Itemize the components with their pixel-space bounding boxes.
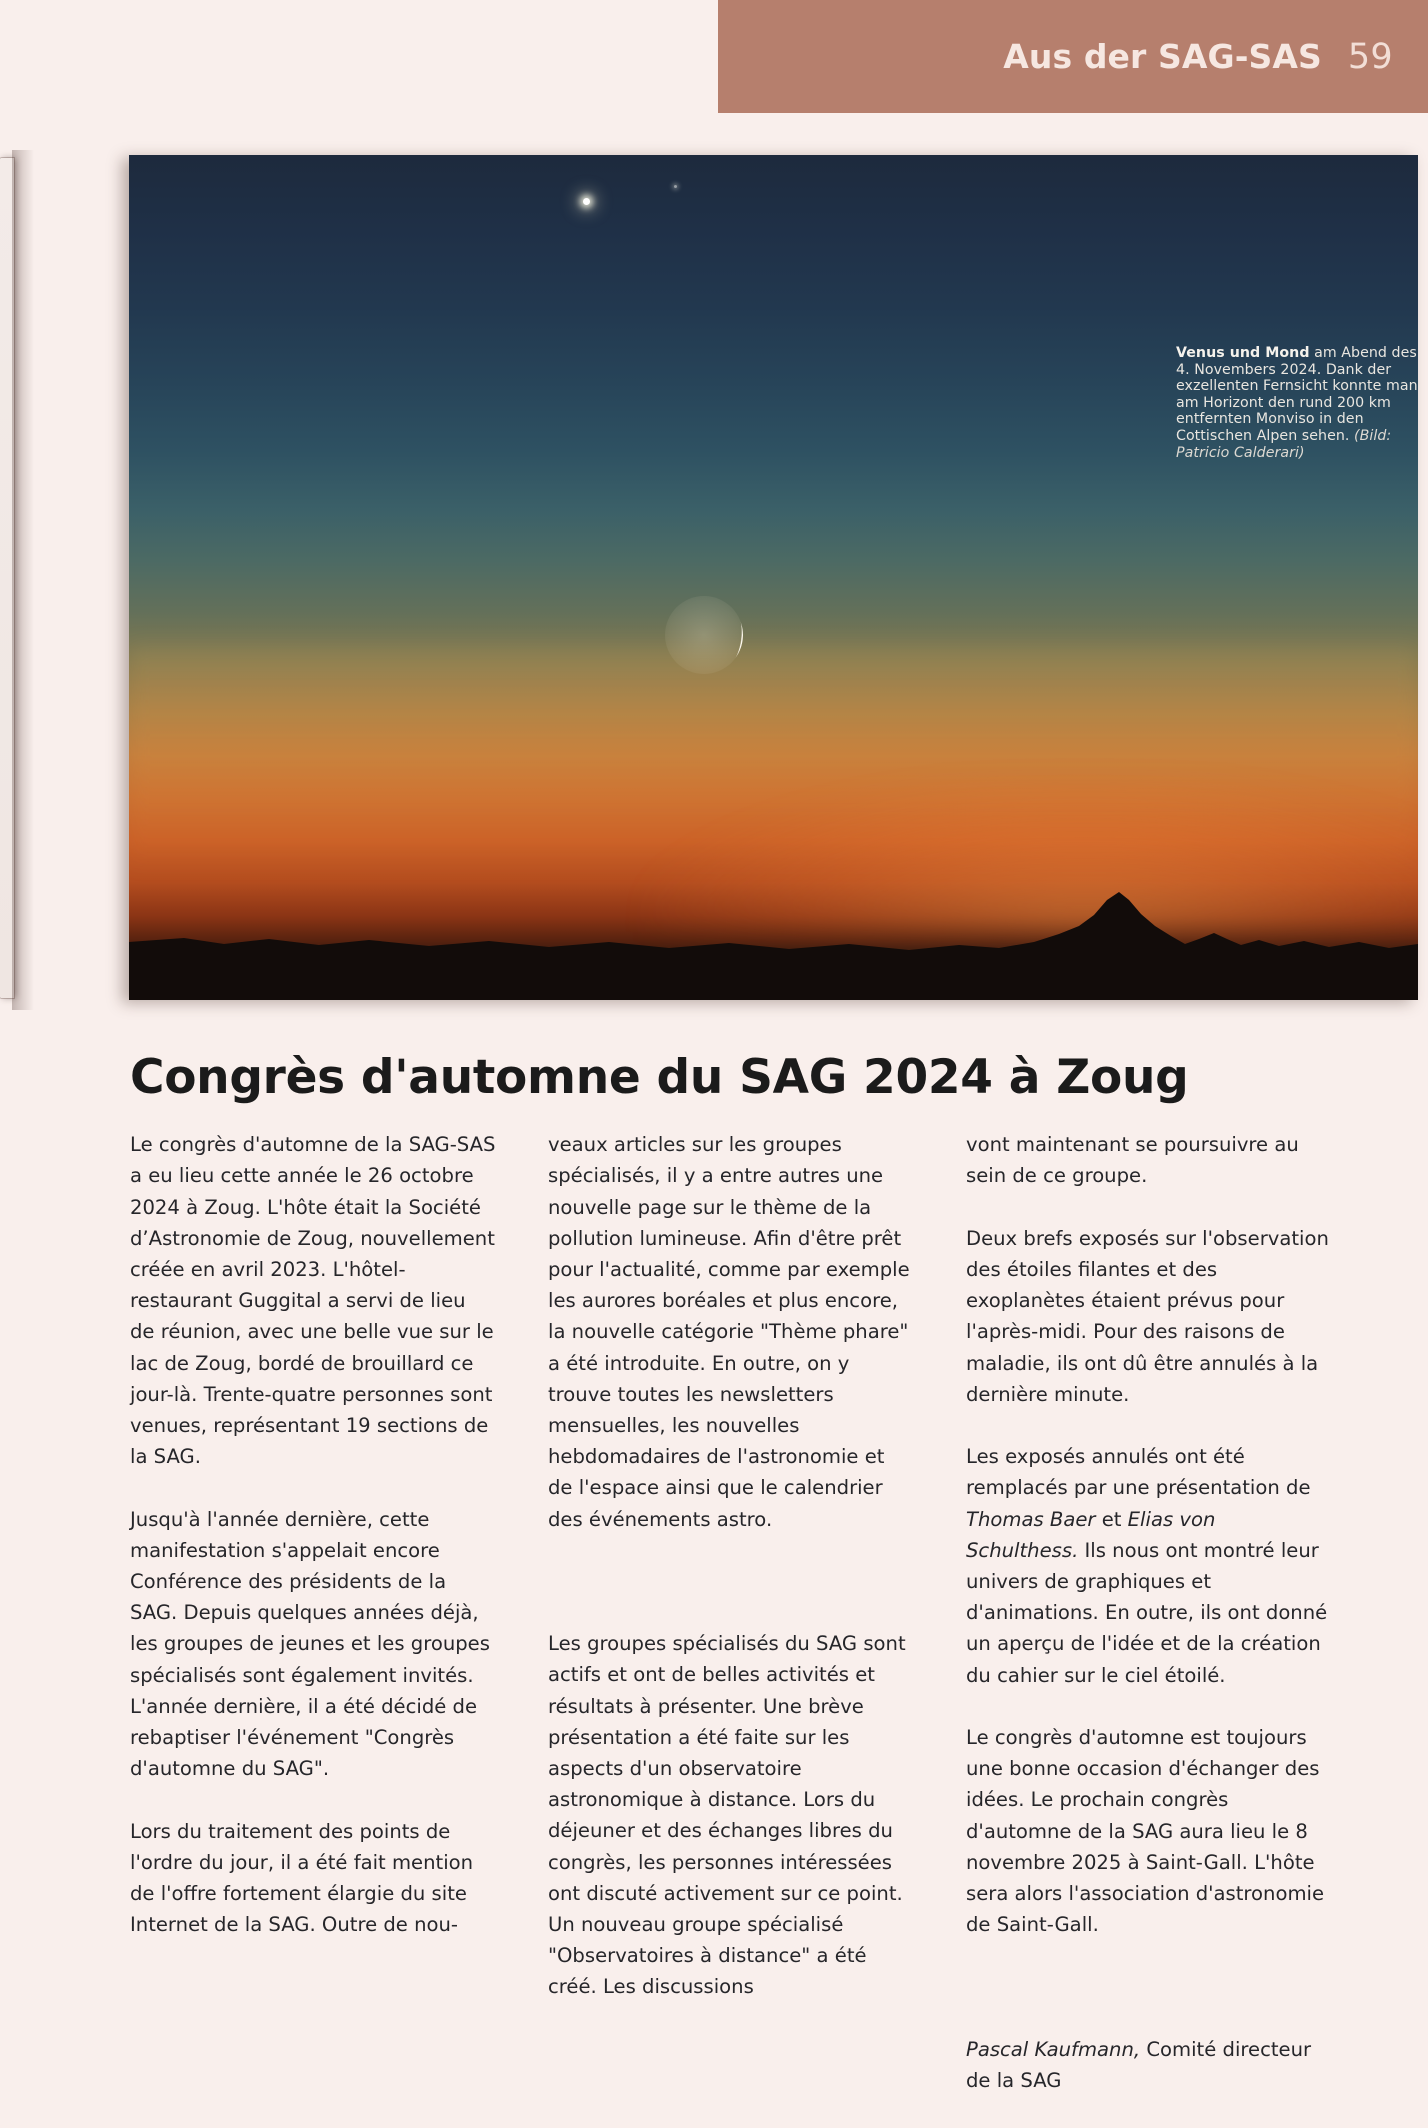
article-photo bbox=[129, 155, 1418, 1000]
venus-icon bbox=[583, 198, 590, 205]
article-byline bbox=[966, 2034, 1332, 2096]
byline-role: Comité directeur de la SAG bbox=[966, 2037, 1312, 2093]
monviso-silhouette-icon bbox=[129, 890, 1418, 1000]
page-header-band bbox=[718, 0, 1428, 113]
adjacent-page-edge bbox=[0, 158, 14, 998]
paragraph-text: Ils nous ont montré leur univers de graphiques et d'animations. En outre, ils ont donné un aperçu de l'idée et de la création du cahier sur le ciel étoilé. bbox=[966, 1538, 1328, 1687]
page-header-title: Aus der SAG-SAS bbox=[1003, 37, 1322, 76]
paragraph: Lors du traitement des points de l'ordre du jour, il a été fait mention de l'offre fortement élargie du site Internet de la SAG. Outre de nou- bbox=[130, 1819, 474, 1937]
paragraph-text: Les exposés annulés ont été remplacés par une présentation de bbox=[966, 1445, 1311, 1500]
article-column-1 bbox=[130, 1098, 496, 1937]
byline-author-name: Pascal Kaufmann, bbox=[966, 2037, 1141, 2061]
photo-caption-credit: (Bild: Patricio Calderari) bbox=[1176, 427, 1392, 461]
paragraph: Les groupes spécialisés du SAG sont actifs et ont de belles activités et résultats à présenter. Une brève présentation a été faite sur les aspects d'un observatoire astronomique à distance. Lors du déjeuner et des échanges libres du congrès, les personnes intéressées ont discuté activement sur ce point. Un nouveau groupe spécialisé "Observatoires à distance" a été créé. Les discussions bbox=[548, 1632, 906, 1999]
photo-caption bbox=[1176, 345, 1418, 461]
page-number: 59 bbox=[1347, 36, 1393, 77]
photo-caption-lead: Venus und Mond bbox=[1176, 345, 1310, 361]
name-joiner: et bbox=[1095, 1507, 1128, 1531]
crescent-moon-icon bbox=[665, 596, 743, 674]
paragraph-spacer bbox=[548, 1566, 914, 1597]
article-body bbox=[130, 1098, 1333, 2093]
paragraph: Le congrès d'automne est toujours une bonne occasion d'échanger des idées. Le prochain congrès d'automne de la SAG aura lieu le 8 novembre 2025 à Saint-Gall. L'hôte sera alors l'association d'astronomie de Saint-Gall. bbox=[966, 1726, 1325, 1937]
paragraph: Le congrès d'automne de la SAG-SAS a eu lieu cette année le 26 octobre 2024 à Zoug. L'hôte était la Société d’Astronomie de Zoug, nouvellement créée en avril 2023. L'hôtel-restaurant Guggital a servi de lieu de réunion, avec une belle vue sur le lac de Zoug, bordé de brouillard ce jour-là. Trente-quatre personnes sont venues, représentant 19 sections de la SAG. bbox=[130, 1133, 496, 1469]
article-headline: Congrès d'automne du SAG 2024 à Zoug bbox=[130, 1050, 1189, 1106]
paragraph: Jusqu'à l'année dernière, cette manifestation s'appelait encore Conférence des présidents de la SAG. Depuis quelques années déjà, les groupes de jeunes et les groupes spécialisés sont également invités. L'année dernière, il a été décidé de rebaptiser l'événement "Congrès d'automne du SAG". bbox=[130, 1507, 490, 1781]
person-name-elias-von-schulthess: Elias von Schulthess. bbox=[966, 1507, 1216, 1562]
photo-caption-body: am Abend des 4. Novembers 2024. Dank der exzellenten Fernsicht konnte man am Horizont den rund 200 km entfernten Monviso in den Cottischen Alpen sehen. bbox=[1176, 345, 1418, 444]
person-name-thomas-baer: Thomas Baer bbox=[966, 1507, 1096, 1531]
article-column-2 bbox=[548, 1098, 914, 1999]
paragraph: vont maintenant se poursuivre au sein de ce groupe. bbox=[966, 1133, 1299, 1188]
page-edge-shadow bbox=[12, 150, 34, 1010]
paragraph: veaux articles sur les groupes spécialisés, il y a entre autres une nouvelle page sur le thème de la pollution lumineuse. Afin d'être prêt pour l'actualité, comme par exemple les aurores boréales et plus encore, la nouvelle catégorie "Thème phare" a été introduite. En outre, on y trouve toutes les newsletters mensuelles, les nouvelles hebdomadaires de l'astronomie et de l'espace ainsi que le calendrier des événements astro. bbox=[548, 1133, 910, 1531]
moon-lit-limb bbox=[665, 596, 743, 674]
paragraph-with-names bbox=[966, 1441, 1332, 1691]
paragraph: Deux brefs exposés sur l'observation des étoiles filantes et des exoplanètes étaient prévus pour l'après-midi. Pour des raisons de maladie, ils ont dû être annulés à la dernière minute. bbox=[966, 1226, 1329, 1406]
paragraph-spacer bbox=[966, 1972, 1332, 2003]
article-column-3 bbox=[966, 1098, 1332, 2093]
